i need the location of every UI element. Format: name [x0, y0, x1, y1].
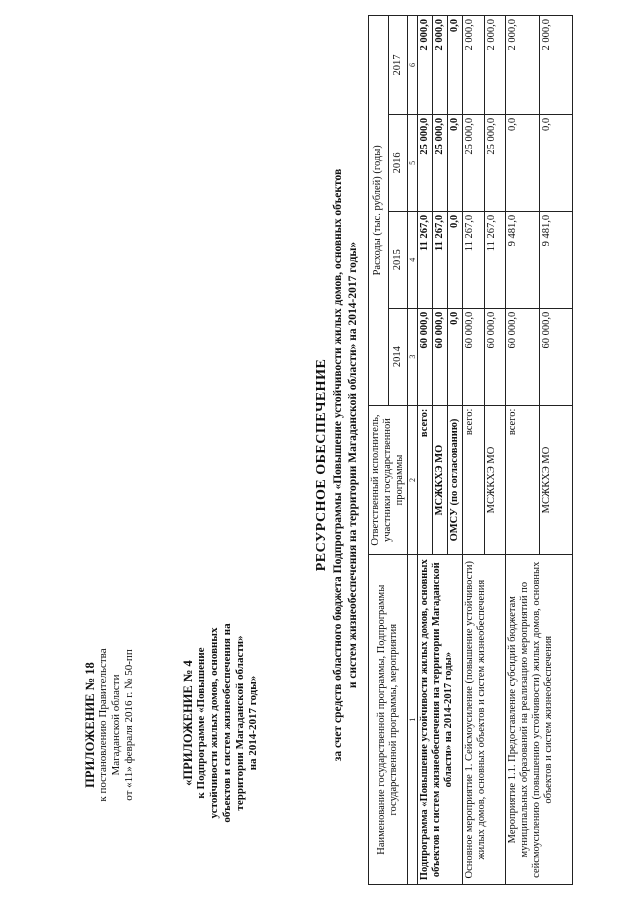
value-cell: 60 000,0 — [418, 308, 433, 405]
header-expenses: Расходы (тыс. рублей) (годы) — [369, 16, 389, 406]
activity-name: Мероприятие 1.1. Предоставление субсидий бюджетам муниципальных образований на реализацию мероприятий по сейсмоусилению (повышению устойчивости) жилых домов, основных объектов и систем жизнеобеспечения — [506, 555, 573, 885]
value-cell: 11 267,0 — [463, 211, 485, 308]
resource-table — [368, 15, 573, 885]
table-row — [463, 16, 485, 885]
value-cell: 0,0 — [448, 114, 463, 211]
header-year: 2015 — [388, 211, 408, 308]
executor-cell: всего: — [463, 405, 485, 555]
value-cell: 11 267,0 — [433, 211, 448, 308]
value-cell: 60 000,0 — [506, 308, 540, 405]
annex2-line: устойчивости жилых домов, основных — [208, 627, 220, 819]
document-title — [314, 65, 360, 865]
title-sub: за счет средств областного бюджета Подпрограммы «Повышение устойчивости жилых домов, основных объектов — [332, 168, 344, 762]
table-row — [506, 16, 540, 885]
annex2-line: территории Магаданской области» — [234, 635, 246, 811]
annex-line: Магаданской области — [110, 674, 122, 776]
header-executor: Ответственный исполнитель, участники государственной программы — [369, 405, 408, 555]
value-cell: 2 000,0 — [418, 16, 433, 115]
value-cell: 0,0 — [448, 16, 463, 115]
value-cell: 2 000,0 — [484, 16, 506, 115]
value-cell: 2 000,0 — [506, 16, 540, 115]
table-row — [418, 16, 433, 885]
index-cell: 4 — [408, 211, 418, 308]
index-cell: 5 — [408, 114, 418, 211]
title-main: РЕСУРСНОЕ ОБЕСПЕЧЕНИЕ — [314, 358, 329, 572]
annex2-line: объектов и систем жизнеобеспечения на — [221, 623, 233, 823]
index-cell: 1 — [408, 555, 418, 885]
value-cell: 0,0 — [539, 114, 573, 211]
value-cell: 9 481,0 — [506, 211, 540, 308]
value-cell: 0,0 — [506, 114, 540, 211]
value-cell: 0,0 — [448, 211, 463, 308]
executor-cell: МСЖКХЭ МО — [433, 405, 448, 555]
value-cell: 2 000,0 — [463, 16, 485, 115]
value-cell: 60 000,0 — [463, 308, 485, 405]
executor-cell: ОМСУ (по согласованию) — [448, 405, 463, 555]
annex-heading: ПРИЛОЖЕНИЕ № 18 — [83, 662, 97, 788]
annex2-block — [182, 593, 260, 853]
value-cell: 2 000,0 — [539, 16, 573, 115]
index-cell: 2 — [408, 405, 418, 555]
value-cell: 60 000,0 — [433, 308, 448, 405]
value-cell: 9 481,0 — [539, 211, 573, 308]
annex2-heading: «ПРИЛОЖЕНИЕ № 4 — [181, 660, 195, 786]
executor-cell: всего: — [506, 405, 540, 555]
executor-cell: всего: — [418, 405, 433, 555]
executor-cell: МСЖКХЭ МО — [484, 405, 506, 555]
annex-line: от «11» февраля 2016 г. № 50-пп — [123, 649, 135, 801]
value-cell: 2 000,0 — [433, 16, 448, 115]
header-name: Наименование государственной программы, Подпрограммы государственной программы, мероприятия — [369, 555, 408, 885]
value-cell: 60 000,0 — [539, 308, 573, 405]
value-cell: 25 000,0 — [463, 114, 485, 211]
value-cell: 11 267,0 — [484, 211, 506, 308]
title-sub: и систем жизнеобеспечения на территории Магаданской области» на 2014-2017 годы» — [347, 241, 359, 689]
value-cell: 11 267,0 — [418, 211, 433, 308]
annex2-line: на 2014-2017 годы» — [247, 675, 259, 771]
index-row — [408, 16, 418, 885]
annex2-line: к Подпрограмме «Повышение — [195, 647, 207, 799]
header-year: 2016 — [388, 114, 408, 211]
header-row — [369, 16, 389, 885]
header-year: 2014 — [388, 308, 408, 405]
value-cell: 25 000,0 — [418, 114, 433, 211]
annex-block — [84, 605, 136, 845]
activity-name: Основное мероприятие 1. Сейсмоусиление (повышение устойчивости) жилых домов, основных объектов и систем жизнеобеспечения — [463, 555, 506, 885]
value-cell: 0,0 — [448, 308, 463, 405]
index-cell: 6 — [408, 16, 418, 115]
header-year: 2017 — [388, 16, 408, 115]
value-cell: 25 000,0 — [433, 114, 448, 211]
program-name: Подпрограмма «Повышение устойчивости жилых домов, основных объектов и систем жизнеобеспечения на территории Магаданской области» на 2014-2017 годы» — [418, 555, 463, 885]
index-cell: 3 — [408, 308, 418, 405]
value-cell: 60 000,0 — [484, 308, 506, 405]
value-cell: 25 000,0 — [484, 114, 506, 211]
executor-cell: МСЖКХЭ МО — [539, 405, 573, 555]
annex-line: к постановлению Правительства — [97, 648, 109, 802]
